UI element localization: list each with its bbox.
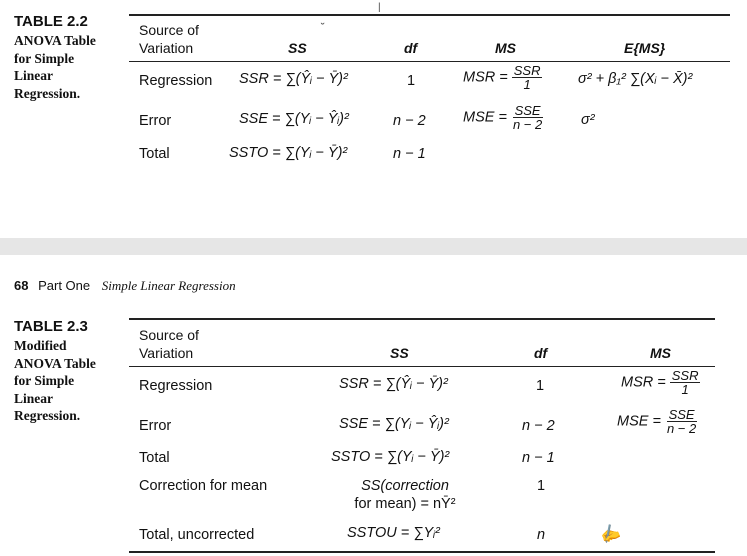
header-ms: MS [495, 40, 516, 56]
row-df: 1 [537, 478, 546, 494]
row-source: Error [139, 418, 172, 434]
ms-numerator: SSE [668, 407, 695, 422]
row-ss: SSE = ∑(Yᵢ − Ŷᵢ)² [239, 111, 349, 127]
caption-line: for Simple [14, 50, 75, 66]
caption-line: ANOVA Table [14, 33, 96, 48]
header-ss: SS [288, 40, 307, 56]
part-label: Part One [38, 278, 91, 293]
row-ss-line: SS(correction [361, 478, 449, 494]
ms-numerator: SSR [513, 63, 541, 78]
row-ss: SSE = ∑(Yᵢ − Ŷᵢ)² [339, 416, 449, 432]
chapter-title: Simple Linear Regression [101, 278, 236, 293]
row-ms [621, 369, 700, 396]
top-rule [129, 318, 715, 320]
ms-denominator: 1 [681, 382, 689, 397]
row-ms [463, 104, 544, 131]
ms-denominator: n − 2 [666, 421, 697, 436]
ms-lhs: MSE = [463, 109, 507, 126]
pen-mark: ✍ [597, 522, 623, 547]
table-caption [14, 337, 96, 425]
ms-lhs: MSR = [621, 374, 666, 391]
scan-mark: ˘ [321, 22, 325, 34]
row-ss: SSR = ∑(Ŷᵢ − Ȳ)² [339, 376, 448, 392]
header-source-line: Source of [139, 327, 199, 343]
caption-line: Linear [14, 68, 53, 83]
ms-denominator: 1 [523, 77, 531, 92]
row-df: n − 1 [393, 146, 426, 162]
row-ss: SSTO = ∑(Yᵢ − Ȳ)² [331, 449, 450, 465]
ms-denominator: n − 2 [512, 117, 543, 132]
header-ss: SS [390, 345, 409, 361]
table-label: TABLE 2.2 [14, 13, 88, 30]
caption-line: Regression. [14, 85, 81, 101]
ms-fraction [511, 104, 544, 131]
ms-numerator: SSR [671, 368, 699, 383]
row-ss: SSTOU = ∑Yᵢ² [347, 525, 440, 541]
row-df: n − 2 [393, 113, 426, 129]
page-number: 68 [14, 278, 29, 293]
row-ss: SSTO = ∑(Yᵢ − Ȳ)² [229, 145, 348, 161]
header-source [139, 21, 199, 57]
page-gap [0, 238, 747, 255]
table-label: TABLE 2.3 [14, 318, 88, 335]
ms-fraction [665, 408, 698, 435]
header-source-line: Source of [139, 22, 199, 38]
row-source: Error [139, 113, 172, 129]
row-ms [463, 64, 542, 91]
row-ss-line: for mean) = nȲ² [354, 496, 456, 512]
header-df: df [534, 345, 548, 361]
caption-line: Modified [14, 338, 67, 353]
row-df: 1 [536, 378, 545, 394]
header-rule [129, 366, 715, 367]
running-head [14, 278, 236, 294]
ms-fraction [512, 64, 543, 91]
header-df: df [404, 40, 418, 56]
row-source: Total [139, 146, 170, 162]
row-source: Regression [139, 378, 213, 394]
header-rule [129, 61, 730, 62]
table-caption [14, 32, 96, 102]
row-ss [339, 477, 471, 513]
row-df: n − 2 [522, 418, 555, 434]
caption-line: ANOVA Table [14, 355, 96, 371]
row-ems: σ² [581, 112, 595, 128]
top-rule [129, 14, 730, 16]
ms-numerator: SSE [514, 103, 541, 118]
header-ems: E{MS} [624, 40, 666, 56]
caption-line: Regression. [14, 408, 81, 423]
row-ms [617, 408, 698, 435]
row-source: Regression [139, 73, 213, 89]
row-ss: SSR = ∑(Ŷᵢ − Ȳ)² [239, 71, 348, 87]
header-source-line: Variation [139, 40, 194, 56]
row-df: n [537, 527, 546, 543]
row-ems: σ² + β₁² ∑(Xᵢ − X̄)² [578, 71, 693, 87]
header-source [139, 326, 199, 362]
bottom-rule [129, 551, 715, 553]
ms-fraction [670, 369, 701, 396]
row-df: n − 1 [522, 450, 555, 466]
header-source-line: Variation [139, 345, 194, 361]
row-source: Correction for mean [139, 478, 268, 494]
row-source: Total, uncorrected [139, 527, 255, 543]
header-ms: MS [650, 345, 671, 361]
row-source: Total [139, 450, 170, 466]
caption-line: Linear [14, 390, 53, 406]
caption-line: for Simple [14, 373, 75, 388]
scan-mark: | [378, 2, 381, 13]
ms-lhs: MSR = [463, 69, 508, 86]
row-df: 1 [407, 73, 416, 89]
ms-lhs: MSE = [617, 413, 661, 430]
